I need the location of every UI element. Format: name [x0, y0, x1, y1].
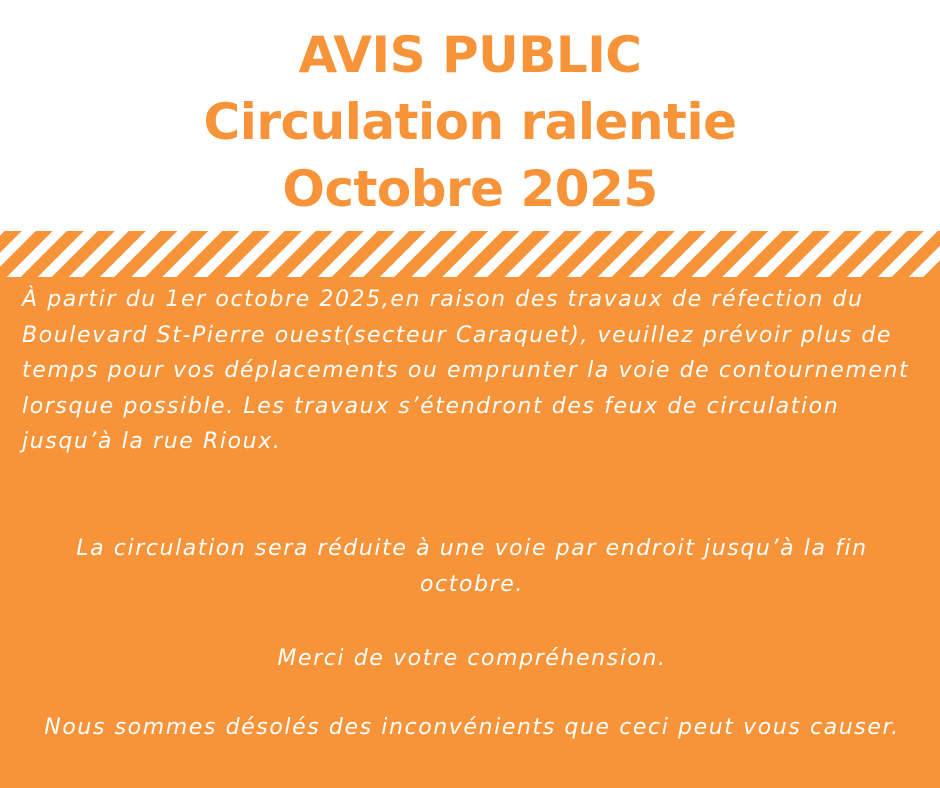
title-line-date: Octobre 2025 [282, 160, 658, 218]
hazard-stripes-divider [0, 231, 940, 277]
notice-title [0, 22, 940, 223]
notice-paragraph-apology: Nous sommes désolés des inconvénients que ceci peut vous causer. [44, 715, 900, 740]
notice-paragraph-lane-reduction: La circulation sera réduite à une voie par endroit jusqu’à la fin octobre. [76, 536, 868, 597]
title-line-circulation: Circulation ralentie [203, 93, 737, 151]
title-line-avis-public: AVIS PUBLIC [298, 26, 642, 84]
notice-paragraph-details: À partir du 1er octobre 2025,en raison des travaux de réfection du Boulevard St-Pierre ouest(secteur Caraquet), veuillez prévoir plus de temps pour vos déplacements ou emprunter la voie de contournement lorsque possible. Les travaux s’étendront des feux de circulation jusqu’à la rue Rioux. [22, 287, 910, 454]
notice-paragraph-thanks: Merci de votre compréhension. [277, 646, 667, 671]
